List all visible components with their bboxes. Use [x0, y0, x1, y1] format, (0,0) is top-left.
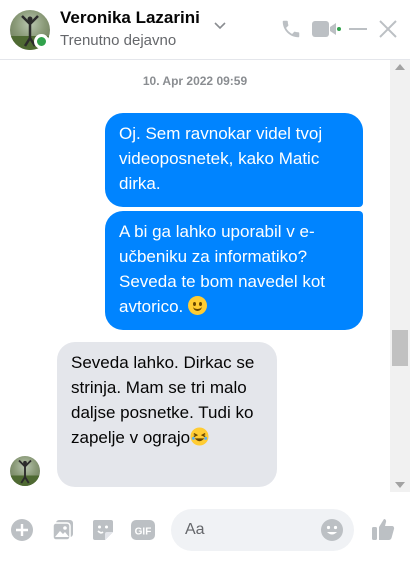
incoming-message[interactable] — [57, 342, 277, 487]
scrollbar-thumb[interactable] — [392, 330, 408, 366]
gif-icon[interactable] — [130, 518, 156, 542]
outgoing-message[interactable] — [105, 211, 363, 330]
scroll-up-arrow-icon[interactable] — [395, 64, 405, 70]
svg-text:GIF: GIF — [134, 526, 152, 538]
contact-status: Trenutno dejavno — [60, 32, 177, 49]
message-input[interactable] — [185, 509, 315, 551]
close-icon[interactable] — [378, 18, 398, 40]
laughing-face-icon — [190, 427, 209, 446]
chat-header — [0, 0, 410, 60]
message-text: A bi ga lahko uporabil v e-učbeniku za informatiko? Seveda te bom navedel kot avtorico. — [119, 222, 326, 316]
scroll-down-arrow-icon[interactable] — [395, 482, 405, 488]
message-text: Seveda lahko. Dirkac se strinja. Mam se tri malo daljse posnetke. Tudi ko zapelje v ograjo — [71, 353, 255, 447]
message-input-wrapper — [171, 509, 354, 551]
smiling-face-icon — [188, 296, 207, 315]
chevron-down-icon[interactable] — [214, 22, 226, 30]
like-icon[interactable] — [370, 516, 396, 542]
gallery-icon[interactable] — [51, 518, 75, 542]
online-status-dot — [34, 34, 49, 49]
outgoing-message[interactable] — [105, 113, 363, 207]
contact-name[interactable]: Veronika Lazarini — [60, 8, 200, 27]
emoji-icon[interactable] — [320, 518, 344, 542]
video-call-icon[interactable] — [311, 18, 341, 40]
message-scrollbar[interactable] — [390, 60, 410, 492]
message-text: Oj. Sem ravnokar videl tvoj videoposnetek, kako Matic dirka. — [119, 124, 323, 193]
minimize-icon[interactable] — [348, 18, 368, 40]
plus-icon[interactable] — [10, 518, 34, 542]
sticker-icon[interactable] — [91, 518, 115, 542]
conversation-timestamp: 10. Apr 2022 09:59 — [142, 74, 248, 88]
contact-small-avatar — [10, 456, 40, 486]
phone-icon[interactable] — [280, 18, 302, 40]
